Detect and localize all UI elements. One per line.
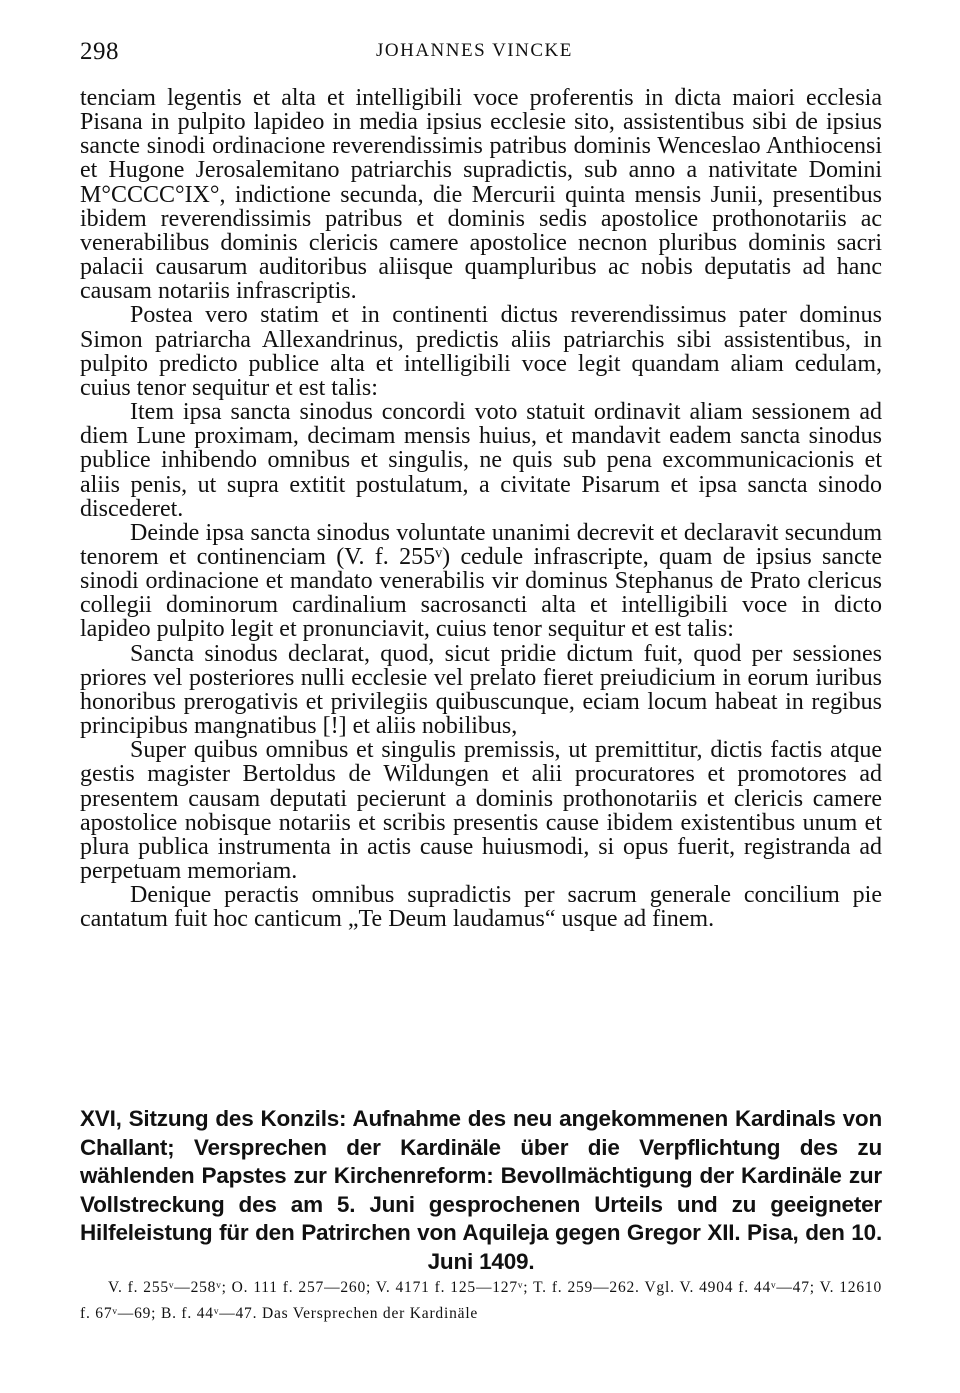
paragraph-continuation: tenciam legentis et alta et intelligibili voce proferentis in dicta maiori ecclesia Pisana in pulpito lapideo in media ipsius ecclesie sito, assistentibus sibi de ipsius sancte sinodi ordinacione reverendissimis patribus dominis Wenceslao Anthiocensi et Hugone Jerosalemitano patriarchis supradictis, sub anno a nativitate Domini M°CCCC°IX°, indictione secunda, die Mercurii quinta mensis Junii, presentibus ibidem reverendissimis patribus et dominis sedis apostolice prothonotariis ac venerabilibus dominis clericis camere apostolice necnon pluribus dominis sacri palacii causarum auditoribus aliisque quampluribus ac nobis deputatis ad hanc causam notariis infrascriptis.	[80, 85, 882, 305]
paragraph-deinde: Deinde ipsa sancta sinodus voluntate unanimi decrevit et declaravit secundum tenorem et continenciam (V. f. 255ᵛ) cedule infrascripte, quam de ipsius sancte sinodi ordinacione et mandato venerabilis vir dominus Stephanus de Prato clericus collegii dominorum cardinalium sacrosancti alta et intelligibili voce in dicto lapideo pulpito legit et pronunciavit, cuius tenor sequitur et est talis:	[80, 519, 882, 643]
paragraph-item: Item ipsa sancta sinodus concordi voto statuit ordinavit aliam sessionem ad diem Lune proximam, decimam mensis huius, et mandavit eadem sancta sinodus publice inhibendo omnibus et singulis, ne quis sub pena excommunicacionis et aliis penis, ut supra extitit postulatum, a civitate Pisarum et ipsa sancta sinodo discederet.	[80, 399, 882, 522]
page-number: 298	[80, 38, 119, 65]
source-references	[80, 1275, 882, 1327]
paragraph-denique: Denique peractis omnibus supradictis per sacrum generale concilium pie cantatum fuit hoc canticum „Te Deum laudamus“ usque ad finem.	[80, 882, 882, 933]
source-references-text: V. f. 255ᵛ—258ᵛ; O. 111 f. 257—260; V. 4171 f. 125—127ᵛ; T. f. 259—262. Vgl. V. 4904 f. 44ᵛ—47; V. 12610 f. 67ᵛ—69; B. f. 44ᵛ—47. Das Versprechen der Kardinäle	[80, 1279, 882, 1322]
paragraph-sancta-sinodus: Sancta sinodus declarat, quod, sicut pridie dictum fuit, quod per sessiones priores vel posteriores nulli ecclesie vel prelato fieret preiudicium in eorum iuribus honoribus prerogativis et privilegiis quibuscunque, eciam locum habeat in regibus principibus mangnatibus [!] et aliis nobilibus,	[80, 640, 882, 740]
section-heading: XVI, Sitzung des Konzils: Aufnahme des neu angekommenen Kardinals von Challant; Versprechen der Kardinäle über die Verpflichtung des zu wählenden Papstes zur Kirchenreform: Bevollmächtigung der Kardinäle zur Vollstreckung des am 5. Juni gesprochenen Urteils und zu geeigneter Hilfeleistung für den Patrirchen von Aquileja gegen Gregor XII. Pisa, den 10. Juni 1409.	[80, 1106, 882, 1274]
paragraph-postea: Postea vero statim et in continenti dictus reverendissimus pater dominus Simon patriarcha Allexandrinus, predictis aliis patriarchis sibi assistentibus, in pulpito predicto publice alta et intelligibili voce legit quandam aliam cedulam, cuius tenor sequitur et est talis:	[80, 302, 882, 401]
body-text	[80, 86, 882, 931]
running-head	[80, 38, 882, 68]
paragraph-super-quibus: Super quibus omnibus et singulis premissis, ut premittitur, dictis factis atque gestis magister Bertoldus de Wildungen et alii procuratores et promotores ad presentem causam deputati pecierunt a dominis prothonotariis et clericis camere apostolice nobisque notariis et scribis presentis cause ibidem existentibus unum et plura publica instrumenta in actis cause huiusmodi, si opus fuerit, registranda ad perpetuam memoriam.	[80, 737, 882, 884]
running-title: JOHANNES VINCKE	[376, 40, 573, 61]
